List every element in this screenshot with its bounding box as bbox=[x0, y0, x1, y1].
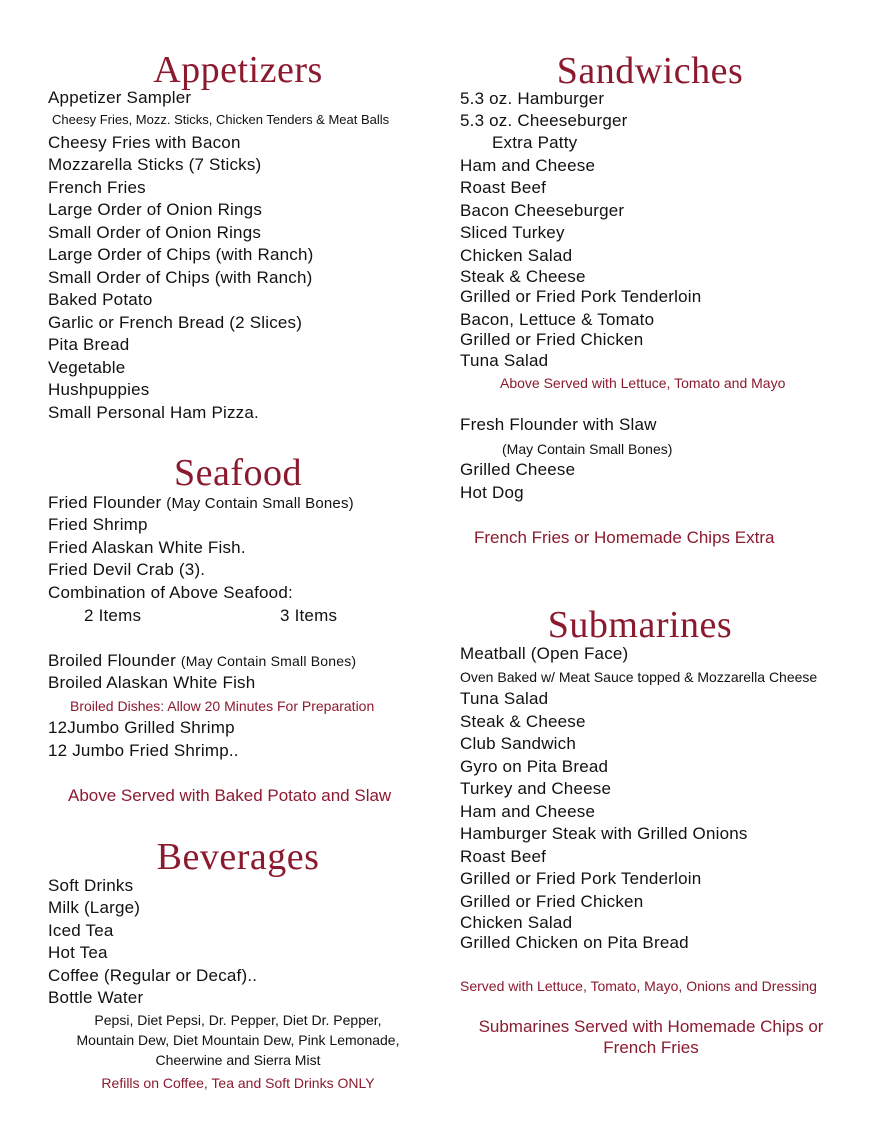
menu-item: Fried Devil Crab (3). bbox=[48, 560, 206, 579]
menu-item: Bacon Cheeseburger bbox=[460, 201, 625, 220]
menu-item: Chicken Salad bbox=[460, 246, 573, 265]
menu-item: Pita Bread bbox=[48, 335, 130, 354]
menu-item: Hamburger Steak with Grilled Onions bbox=[460, 824, 748, 843]
broiled-note: Broiled Dishes: Allow 20 Minutes For Preparation bbox=[70, 698, 375, 714]
menu-item: Small Personal Ham Pizza. bbox=[48, 403, 259, 422]
menu-item: Extra Patty bbox=[492, 133, 578, 152]
menu-item: Grilled or Fried Chicken bbox=[460, 330, 644, 349]
menu-item-label: Broiled Flounder bbox=[48, 651, 176, 670]
menu-item: Large Order of Chips (with Ranch) bbox=[48, 245, 314, 264]
menu-item: Hot Tea bbox=[48, 943, 108, 962]
beverages-heading: Beverages bbox=[156, 836, 320, 878]
menu-item-note: (May Contain Small Bones) bbox=[502, 441, 673, 457]
menu-item: Fresh Flounder with Slaw bbox=[460, 415, 657, 434]
sandwiches-heading: Sandwiches bbox=[556, 50, 744, 92]
menu-item: Grilled or Fried Pork Tenderloin bbox=[460, 287, 702, 306]
menu-item: Large Order of Onion Rings bbox=[48, 200, 263, 219]
menu-item: Chicken Salad bbox=[460, 913, 573, 932]
soda-list-line: Cheerwine and Sierra Mist bbox=[155, 1052, 321, 1068]
menu-item: Gyro on Pita Bread bbox=[460, 757, 609, 776]
menu-item: Small Order of Chips (with Ranch) bbox=[48, 268, 313, 287]
menu-item: Tuna Salad bbox=[460, 351, 549, 370]
menu-item: Grilled or Fried Pork Tenderloin bbox=[460, 869, 702, 888]
menu-item: Combination of Above Seafood: bbox=[48, 583, 293, 602]
seafood-heading: Seafood bbox=[173, 452, 303, 494]
menu-item: Ham and Cheese bbox=[460, 156, 596, 175]
combo-option: 3 Items bbox=[280, 606, 338, 625]
menu-item: Grilled Cheese bbox=[460, 460, 576, 479]
menu-item: Bacon, Lettuce & Tomato bbox=[460, 310, 655, 329]
menu-item bbox=[48, 493, 354, 514]
submarine-served-note: Served with Lettuce, Tomato, Mayo, Onions and Dressing bbox=[460, 978, 817, 994]
menu-item: Turkey and Cheese bbox=[460, 779, 612, 798]
menu-item: Tuna Salad bbox=[460, 689, 549, 708]
menu-item: Iced Tea bbox=[48, 921, 114, 940]
submarine-footer-line: Submarines Served with Homemade Chips or bbox=[478, 1017, 824, 1036]
menu-item-detail: Oven Baked w/ Meat Sauce topped & Mozzarella Cheese bbox=[460, 669, 818, 685]
menu-item: Roast Beef bbox=[460, 847, 547, 866]
menu-item: 5.3 oz. Hamburger bbox=[460, 89, 605, 108]
menu-item: Appetizer Sampler bbox=[48, 88, 192, 107]
menu-item: French Fries bbox=[48, 178, 146, 197]
sandwich-served-note: Above Served with Lettuce, Tomato and Mayo bbox=[500, 375, 786, 391]
menu-item: Garlic or French Bread (2 Slices) bbox=[48, 313, 303, 332]
submarines-heading: Submarines bbox=[547, 604, 733, 646]
menu-item: Meatball (Open Face) bbox=[460, 644, 629, 663]
menu-item: Fried Alaskan White Fish. bbox=[48, 538, 246, 557]
menu-item bbox=[48, 651, 356, 671]
soda-list-line: Mountain Dew, Diet Mountain Dew, Pink Lemonade, bbox=[76, 1032, 400, 1048]
menu-item: Ham and Cheese bbox=[460, 802, 596, 821]
menu-item: Milk (Large) bbox=[48, 898, 141, 917]
menu-item: Vegetable bbox=[48, 358, 126, 377]
menu-item-detail: Cheesy Fries, Mozz. Sticks, Chicken Tenders & Meat Balls bbox=[52, 112, 390, 127]
submarine-footer-line: French Fries bbox=[603, 1038, 699, 1057]
refills-note: Refills on Coffee, Tea and Soft Drinks ONLY bbox=[101, 1075, 375, 1091]
menu-item: Baked Potato bbox=[48, 290, 153, 309]
menu-item-note: (May Contain Small Bones) bbox=[166, 495, 354, 512]
combo-option: 2 Items bbox=[84, 606, 142, 625]
menu-item-label: Fried Flounder bbox=[48, 493, 162, 512]
menu-item: 5.3 oz. Cheeseburger bbox=[460, 111, 628, 130]
menu-item: Mozzarella Sticks (7 Sticks) bbox=[48, 155, 262, 174]
menu-item: Soft Drinks bbox=[48, 876, 134, 895]
menu-item: Roast Beef bbox=[460, 178, 547, 197]
menu-item: 12 Jumbo Fried Shrimp.. bbox=[48, 741, 239, 760]
menu-item: Broiled Alaskan White Fish bbox=[48, 673, 256, 692]
menu-item: Club Sandwich bbox=[460, 734, 576, 753]
menu-item: Fried Shrimp bbox=[48, 515, 148, 534]
soda-list-line: Pepsi, Diet Pepsi, Dr. Pepper, Diet Dr. Pepper, bbox=[94, 1012, 382, 1028]
menu-item: Grilled or Fried Chicken bbox=[460, 892, 644, 911]
appetizers-heading: Appetizers bbox=[153, 49, 323, 91]
menu-item: Steak & Cheese bbox=[460, 267, 586, 286]
menu-item: Small Order of Onion Rings bbox=[48, 223, 262, 242]
menu-item: Hot Dog bbox=[460, 483, 524, 502]
seafood-footer-note: Above Served with Baked Potato and Slaw bbox=[68, 786, 392, 805]
menu-item: Coffee (Regular or Decaf).. bbox=[48, 966, 258, 985]
menu-item: Steak & Cheese bbox=[460, 712, 586, 731]
menu-item: Hushpuppies bbox=[48, 380, 150, 399]
menu-item-note: (May Contain Small Bones) bbox=[180, 653, 357, 669]
menu-item: Cheesy Fries with Bacon bbox=[48, 133, 241, 152]
menu-item: Bottle Water bbox=[48, 988, 144, 1007]
menu-item: Grilled Chicken on Pita Bread bbox=[460, 933, 689, 952]
menu-item: 12Jumbo Grilled Shrimp bbox=[48, 718, 235, 737]
sandwich-footer-note: French Fries or Homemade Chips Extra bbox=[474, 528, 775, 547]
menu-item: Sliced Turkey bbox=[460, 223, 565, 242]
